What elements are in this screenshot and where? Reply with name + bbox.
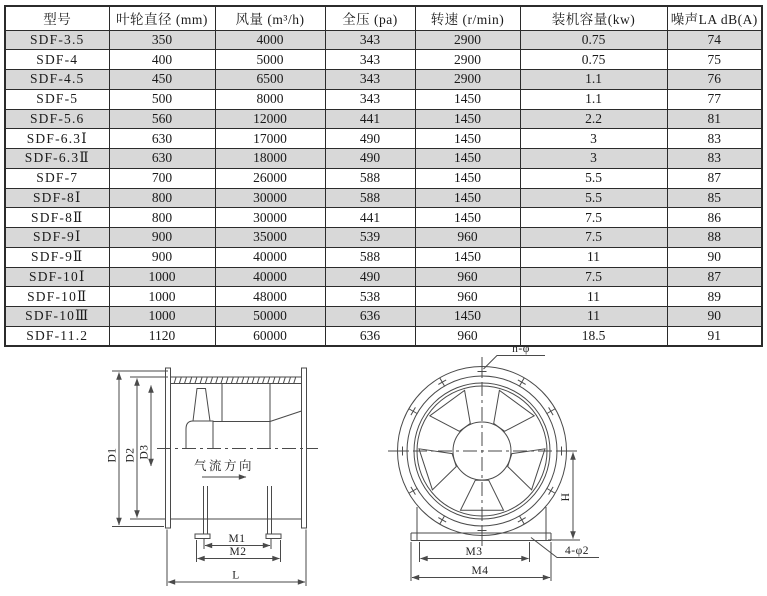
table-cell: 90	[667, 247, 762, 267]
table-cell: 1450	[415, 247, 520, 267]
table-cell: SDF-7	[5, 168, 109, 188]
table-cell: 12000	[215, 109, 325, 129]
table-cell: 1000	[109, 267, 215, 287]
table-row	[5, 129, 762, 149]
table-cell: 60000	[215, 326, 325, 346]
header-row	[5, 6, 762, 30]
table-cell: 1450	[415, 89, 520, 109]
column-header: 转速 (r/min)	[415, 6, 520, 30]
table-cell: 539	[325, 228, 415, 248]
table-cell: 6500	[215, 70, 325, 90]
table-cell: 1.1	[520, 89, 667, 109]
table-cell: 350	[109, 30, 215, 50]
table-cell: SDF-9Ⅱ	[5, 247, 109, 267]
table-cell: 0.75	[520, 30, 667, 50]
table-cell: 2900	[415, 30, 520, 50]
table-cell: 85	[667, 188, 762, 208]
side-view-drawing	[107, 368, 319, 586]
table-cell: 26000	[215, 168, 325, 188]
table-cell: 960	[415, 326, 520, 346]
spec-table-body	[5, 30, 762, 346]
table-row	[5, 109, 762, 129]
motor-body	[186, 421, 213, 449]
front-view-drawing	[388, 346, 599, 581]
table-cell: 636	[325, 326, 415, 346]
table-cell: 48000	[215, 287, 325, 307]
table-cell: SDF-8Ⅰ	[5, 188, 109, 208]
table-cell: 40000	[215, 247, 325, 267]
table-cell: 450	[109, 70, 215, 90]
table-cell: 500	[109, 89, 215, 109]
table-row	[5, 149, 762, 169]
table-cell: 90	[667, 307, 762, 327]
table-cell: 18000	[215, 149, 325, 169]
table-cell: 1450	[415, 168, 520, 188]
table-cell: 40000	[215, 267, 325, 287]
table-cell: 538	[325, 287, 415, 307]
table-row	[5, 168, 762, 188]
table-row	[5, 247, 762, 267]
table-row	[5, 89, 762, 109]
table-cell: SDF-10Ⅲ	[5, 307, 109, 327]
table-cell: 630	[109, 149, 215, 169]
table-cell: 1450	[415, 109, 520, 129]
table-cell: 86	[667, 208, 762, 228]
table-cell: 88	[667, 228, 762, 248]
table-cell: 1450	[415, 307, 520, 327]
table-cell: 960	[415, 228, 520, 248]
table-cell: 2900	[415, 70, 520, 90]
spec-table-header	[5, 6, 762, 30]
table-cell: 800	[109, 188, 215, 208]
table-cell: SDF-6.3Ⅱ	[5, 149, 109, 169]
table-cell: 87	[667, 168, 762, 188]
table-cell: 17000	[215, 129, 325, 149]
column-header: 装机容量(kw)	[520, 6, 667, 30]
table-cell: 91	[667, 326, 762, 346]
table-cell: 560	[109, 109, 215, 129]
column-header: 型号	[5, 6, 109, 30]
table-cell: 1450	[415, 129, 520, 149]
table-cell: 5000	[215, 50, 325, 70]
table-cell: 76	[667, 70, 762, 90]
table-row	[5, 267, 762, 287]
table-cell: 441	[325, 208, 415, 228]
table-cell: 7.5	[520, 267, 667, 287]
table-cell: 630	[109, 129, 215, 149]
column-header: 全压 (pa)	[325, 6, 415, 30]
table-cell: 490	[325, 267, 415, 287]
table-cell: SDF-5.6	[5, 109, 109, 129]
airflow-direction-label: 气流方向	[193, 459, 255, 473]
table-cell: 83	[667, 149, 762, 169]
technical-drawings	[0, 346, 767, 596]
table-cell: 30000	[215, 208, 325, 228]
dim-m4-label: M4	[471, 565, 489, 577]
base-holes-label: 4-φ2	[565, 545, 589, 557]
dim-m2-label: M2	[229, 546, 247, 558]
dim-m1-label: M1	[228, 533, 246, 545]
table-cell: 7.5	[520, 208, 667, 228]
table-cell: 960	[415, 267, 520, 287]
table-cell: 800	[109, 208, 215, 228]
table-cell: 50000	[215, 307, 325, 327]
table-cell: SDF-10Ⅰ	[5, 267, 109, 287]
table-cell: 1450	[415, 188, 520, 208]
table-cell: 343	[325, 30, 415, 50]
table-cell: SDF-10Ⅱ	[5, 287, 109, 307]
column-header: 风量 (m³/h)	[215, 6, 325, 30]
table-cell: 343	[325, 50, 415, 70]
table-cell: 89	[667, 287, 762, 307]
table-cell: 900	[109, 228, 215, 248]
table-row	[5, 228, 762, 248]
table-cell: 490	[325, 129, 415, 149]
table-cell: 636	[325, 307, 415, 327]
table-cell: 343	[325, 70, 415, 90]
table-cell: 18.5	[520, 326, 667, 346]
table-cell: 1120	[109, 326, 215, 346]
table-cell: 1000	[109, 287, 215, 307]
table-cell: 0.75	[520, 50, 667, 70]
spec-table	[4, 5, 763, 347]
table-cell: 7.5	[520, 228, 667, 248]
table-row	[5, 208, 762, 228]
table-row	[5, 70, 762, 90]
dim-m3-label: M3	[465, 546, 483, 558]
table-cell: 2900	[415, 50, 520, 70]
dim-l-label: L	[232, 569, 240, 582]
table-cell: SDF-8Ⅱ	[5, 208, 109, 228]
table-cell: 490	[325, 149, 415, 169]
table-row	[5, 50, 762, 70]
table-cell: 588	[325, 168, 415, 188]
table-cell: 700	[109, 168, 215, 188]
table-cell: 35000	[215, 228, 325, 248]
table-cell: SDF-4.5	[5, 70, 109, 90]
table-cell: 11	[520, 247, 667, 267]
table-cell: 5.5	[520, 168, 667, 188]
table-row	[5, 188, 762, 208]
table-cell: 77	[667, 89, 762, 109]
table-cell: SDF-5	[5, 89, 109, 109]
table-cell: 4000	[215, 30, 325, 50]
table-cell: 343	[325, 89, 415, 109]
dim-h-label: H	[560, 492, 572, 502]
table-cell: 1450	[415, 208, 520, 228]
table-cell: 400	[109, 50, 215, 70]
table-cell: 2.2	[520, 109, 667, 129]
table-cell: 1.1	[520, 70, 667, 90]
table-cell: 11	[520, 307, 667, 327]
casing-wall-hatch	[174, 378, 295, 384]
table-cell: 75	[667, 50, 762, 70]
table-cell: 8000	[215, 89, 325, 109]
table-cell: 3	[520, 129, 667, 149]
column-header: 叶轮直径 (mm)	[109, 6, 215, 30]
base-dimensions	[411, 542, 551, 581]
table-cell: SDF-9Ⅰ	[5, 228, 109, 248]
table-cell: SDF-6.3Ⅰ	[5, 129, 109, 149]
table-cell: 900	[109, 247, 215, 267]
bolt-holes-label: n-φ	[512, 346, 530, 355]
table-row	[5, 30, 762, 50]
table-cell: 11	[520, 287, 667, 307]
column-header: 噪声LA dB(A)	[667, 6, 762, 30]
table-row	[5, 287, 762, 307]
table-row	[5, 307, 762, 327]
table-cell: SDF-11.2	[5, 326, 109, 346]
table-cell: 83	[667, 129, 762, 149]
foot-dimensions	[167, 530, 306, 587]
dim-d2-label: D2	[124, 447, 137, 463]
mounting-feet	[195, 486, 281, 539]
table-cell: SDF-4	[5, 50, 109, 70]
table-cell: 960	[415, 287, 520, 307]
table-cell: SDF-3.5	[5, 30, 109, 50]
table-cell: 3	[520, 149, 667, 169]
table-cell: 87	[667, 267, 762, 287]
table-cell: 81	[667, 109, 762, 129]
motor-cone	[193, 389, 210, 422]
table-cell: 74	[667, 30, 762, 50]
table-cell: 30000	[215, 188, 325, 208]
tail-cone-line	[270, 411, 302, 422]
table-cell: 1450	[415, 149, 520, 169]
dim-d3-label: D3	[138, 444, 151, 460]
table-row	[5, 326, 762, 346]
table-cell: 588	[325, 188, 415, 208]
table-cell: 1000	[109, 307, 215, 327]
table-cell: 588	[325, 247, 415, 267]
dim-d1-label: D1	[106, 447, 119, 463]
table-cell: 441	[325, 109, 415, 129]
table-cell: 5.5	[520, 188, 667, 208]
